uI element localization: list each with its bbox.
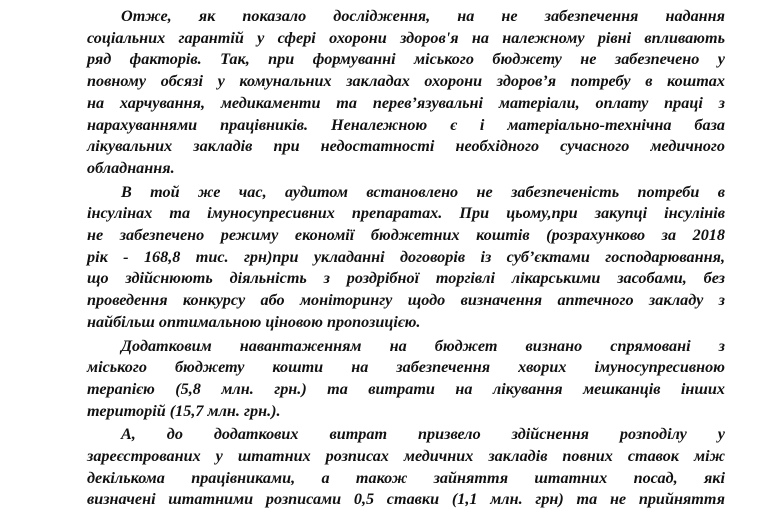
text-line: обладнання.: [87, 158, 175, 177]
text-line: рік - 168,8 тис. грн)при укладанні договорів із суб’єктами господарювання,: [87, 247, 725, 266]
paragraph-4: [87, 424, 725, 511]
text-line: що здійснюють діяльність з роздрібної торгівлі лікарськими засобами, без: [87, 269, 725, 288]
paragraph-3: [87, 336, 725, 423]
document-body: [87, 6, 725, 513]
text-line: лікувальних закладів при недостатності необхідного сучасного медичного: [87, 137, 725, 156]
text-line: ряд факторів. Так, при формуванні міського бюджету не забезпечено у: [87, 50, 725, 69]
text-line: визначені штатними розписами 0,5 ставки (1,1 млн. грн) та не прийняття: [87, 490, 725, 509]
text-line: декількома працівниками, а також зайняття штатних посад, які: [87, 468, 725, 487]
paragraph-1: [87, 6, 725, 180]
text-line: повному обсязі у комунальних закладах охорони здоров’я потребу в коштах: [87, 72, 725, 91]
text-line: А, до додаткових витрат призвело здійснення розподілу у: [121, 425, 725, 444]
text-line: територій (15,7 млн. грн.).: [87, 401, 281, 420]
text-line: інсулінах та імуносупресивних препаратах. При цьому,при закупці інсулінів: [87, 204, 725, 223]
text-line: Отже, як показало дослідження, на не забезпечення надання: [121, 7, 725, 25]
text-line: найбільш оптимальною ціновою пропозицією.: [87, 312, 421, 331]
text-line: терапією (5,8 млн. грн.) та витрати на лікування мешканців інших: [87, 379, 725, 398]
text-line: соціальних гарантій у сфері охорони здоров'я на належному рівні впливають: [87, 28, 725, 47]
paragraph-2: [87, 182, 725, 334]
text-line: міського бюджету кошти на забезпечення хворих імуносупресивною: [87, 358, 725, 377]
text-line: проведення конкурсу або моніторингу щодо визначення аптечного закладу з: [87, 291, 725, 310]
text-line: на харчування, медикаменти та перев’язувальні матеріали, оплату праці з: [87, 93, 725, 112]
text-line: Додатковим навантаженням на бюджет визнано спрямовані з: [121, 336, 725, 355]
text-line: зареєстрованих у штатних розписах медичних закладів повних ставок між: [87, 447, 725, 466]
text-line: В той же час, аудитом встановлено не забезпеченість потреби в: [121, 182, 725, 201]
text-line: не забезпечено режиму економії бюджетних коштів (розрахунково за 2018: [87, 226, 725, 245]
text-line: нарахуваннями працівників. Неналежною є і матеріально-технічна база: [87, 115, 725, 134]
